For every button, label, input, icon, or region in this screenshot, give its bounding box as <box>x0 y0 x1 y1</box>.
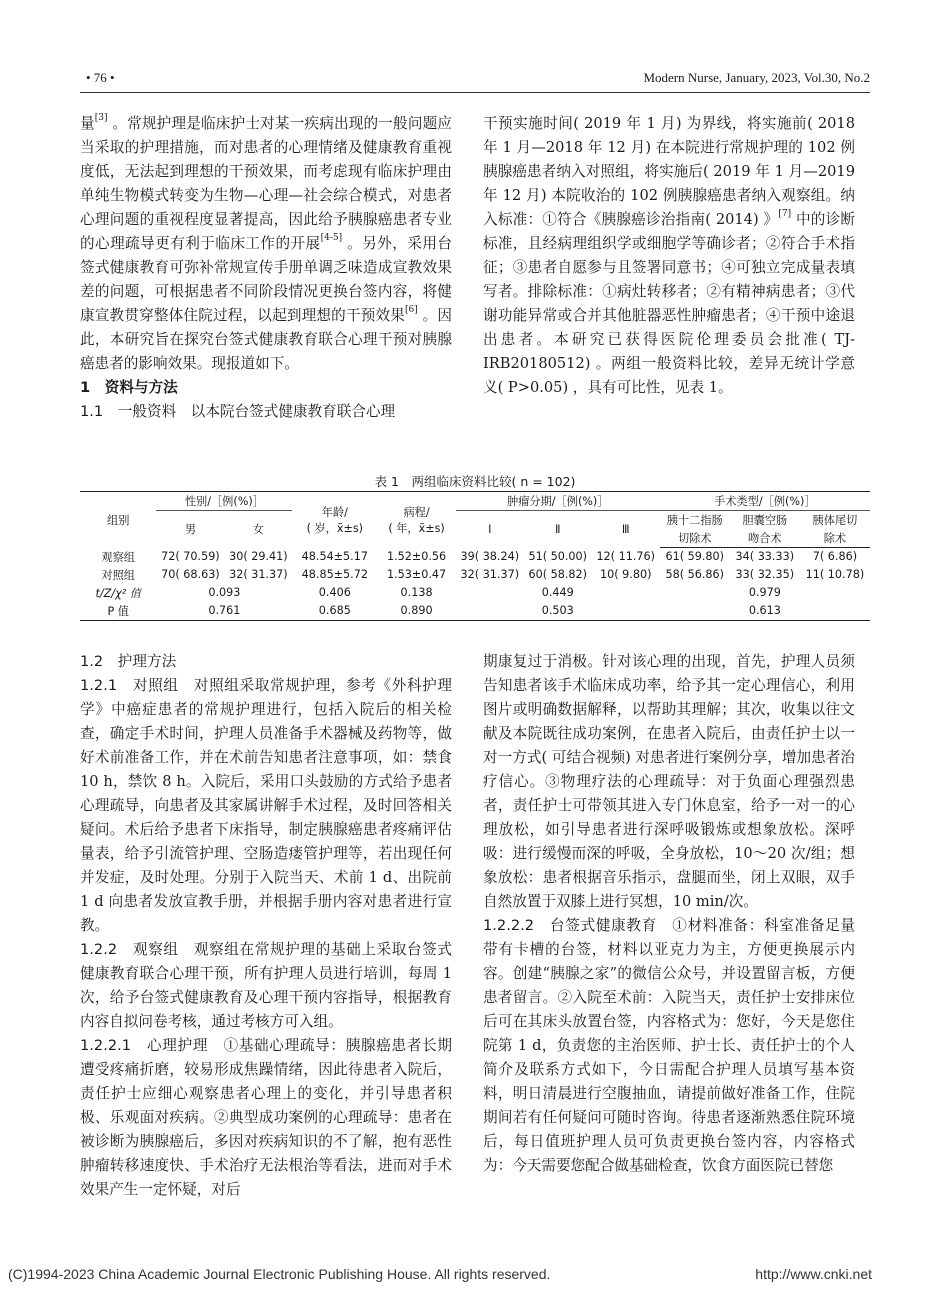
left-column-lower <box>80 650 452 1202</box>
page-number: • 76 • <box>86 70 115 85</box>
control-group-paragraph: 1.2.1 对照组 对照组采取常规护理，参考《外科护理学》中癌症患者的常规护理进行，包括入院后的相关检查，确定手术时间，护理人员准备手术器械及药物等，做好术前准备工作，并在术前告知患者注意事项，如：禁食 10 h，禁饮 8 h。入院后，采用口头鼓励的方式给予患者心理疏导，向患者及其家属讲解手术过程，及时回答相关疑问。术后给予患者下床指导，制定胰腺癌患者疼痛评估量表，给予引流管护理、空肠造瘘管护理等，若出现任何并发症，及时处理。分别于入院当天、术前 1 d、出院前 1 d 向患者发放宣教手册，并根据手册内容对患者进行宣教。 <box>80 677 452 934</box>
section-heading-1-2: 1.2 护理方法 <box>80 653 177 670</box>
col-gender: 性别/［例(%)］ <box>156 492 292 511</box>
journal-citation: Modern Nurse, January, 2023, Vol.30, No.2 <box>643 70 870 85</box>
right-column-lower <box>483 650 855 1178</box>
table-row: 对照组 70( 68.63) 32( 31.37) 48.85±5.72 1.53±0.47 32( 31.37) 60( 58.82) 10( 9.80) 58( 56.86) 33( 32.35) 11( 10.78) <box>101 568 865 582</box>
col-stage-3: Ⅲ <box>621 522 630 536</box>
col-op2-a: 胆囊空肠 <box>742 514 788 527</box>
col-group: 组别 <box>80 492 156 548</box>
observation-group-paragraph: 1.2.2 观察组 观察组在常规护理的基础上采取台签式健康教育联合心理干预，所有护理人员进行培训，每周 1 次，给予台签式健康教育及心理干预内容指导，根据教育内容自拟问卷考核，通过考核方可入组。 <box>80 941 452 1030</box>
health-education-paragraph: 1.2.2.2 台签式健康教育 ①材料准备：科室准备足量带有卡槽的台签，材料以亚克力为主，方便更换展示内容。创建“胰腺之家”的微信公众号，并设置留言板，方便患者留言。②入院至术前：入院当天，责任护士安排床位后可在其床头放置台签，内容格式为：您好，今天是您住院第 1 d，负责您的主治医师、护士长、责任护士的个人简介及联系方式如下，今日需配合护理人员填写基本资料，明日清晨进行空腹抽血，请提前做好准备工作，住院期间若有任何疑问可随时咨询。待患者逐渐熟悉住院环境后，每日值班护理人员可负责更换台签内容，内容格式为：今天需要您配合做基础检查，饮食方面医院已替您 <box>483 917 855 1174</box>
col-age: 年龄/ ( 岁，x̄±s) <box>292 492 377 548</box>
col-op3-a: 胰体尾切 <box>812 514 858 527</box>
clinical-data-table <box>80 491 870 621</box>
col-op1-a: 胰十二指肠 <box>666 514 723 527</box>
col-surgery: 手术类型/［例(%)］ <box>660 492 870 511</box>
intro-paragraph: 量[3] 。常规护理是临床护士对某一疾病出现的一般问题应当采取的护理措施，而对患者的心理情绪及健康教育重视度低，无法起到理想的干预效果，而考虑现有临床护理由单纯生物模式转变为生物—心理—社会综合模式，对患者心理问题的重视程度显著提高，因此给予胰腺癌患者专业的心理疏导更有利于临床工作的开展[4-5] 。另外，采用台签式健康教育可弥补常规宣传手册单调乏味造成宣教效果差的问题，可根据患者不同阶段情况更换台签内容，将健康宣教贯穿整体住院过程，以起到理想的干预效果[6] 。因此，本研究旨在探究台签式健康教育联合心理干预对胰腺癌患者的影响效果。现报道如下。 <box>80 113 452 372</box>
table-row: 观察组 72( 70.59) 30( 29.41) 48.54±5.17 1.52±0.56 39( 38.24) 51( 50.00) 12( 11.76) 61( 59.80) 34( 33.33) 7( 6.86) <box>101 550 858 564</box>
left-column-top <box>80 112 452 424</box>
col-op1-b: 切除术 <box>660 529 730 548</box>
copyright-notice: (C)1994-2023 China Academic Journal Electronic Publishing House. All rights reserved. <box>8 1266 551 1282</box>
col-female: 女 <box>252 523 264 537</box>
cnki-link[interactable]: http://www.cnki.net <box>755 1266 872 1282</box>
table-row-stat: t/Z/χ² 值 0.093 0.406 0.138 0.449 0.979 <box>95 586 781 600</box>
col-stage-2: Ⅱ <box>555 522 561 536</box>
table-caption: 表 1 两组临床资料比较( n = 102) <box>374 474 576 489</box>
running-header <box>80 70 870 88</box>
psych-care-continued: 期康复过于消极。针对该心理的出现，首先，护理人员须告知患者该手术临床成功率，给予其一定心理信心，利用图片或明确数据解释，以帮助其理解；其次，收集以往文献及本院既往成功案例，在患者入院后，由责任护士以一对一方式( 可结合视频) 对患者进行案例分享，增加患者治疗信心。③物理疗法的心理疏导：对于负面心理强烈患者，责任护士可带领其进入专门休息室，给予一对一的心理放松，如引导患者进行深呼吸锻炼或想象放松。深呼吸：进行缓慢而深的呼吸，全身放松，10～20 次/组；想象放松：患者根据音乐指示，盘腿而坐，闭上双眼，双手自然放置于双膝上进行冥想，10 min/次。 <box>483 653 855 910</box>
section-heading-1: 1 资料与方法 <box>80 379 178 396</box>
psych-care-paragraph: 1.2.2.1 心理护理 ①基础心理疏导：胰腺癌患者长期遭受疼痛折磨，较易形成焦躁情绪，因此待患者入院后，责任护士应细心观察患者心理上的变化，并引导患者积极、乐观面对疾病。②典型成功案例的心理疏导：患者在被诊断为胰腺癌后，多因对疾病知识的不了解，抱有恶性肿瘤转移速度快、手术治疗无法根治等看法，进而对手术效果产生一定怀疑，对后 <box>80 1037 452 1198</box>
col-male: 男 <box>184 523 197 537</box>
col-course: 病程/ ( 年，x̄±s) <box>377 492 456 548</box>
col-stage-1: Ⅰ <box>488 522 492 536</box>
right-column-top <box>483 112 855 400</box>
col-op2-b: 吻合术 <box>730 529 800 548</box>
header-rule <box>80 92 870 93</box>
section-1-1-paragraph: 1.1 一般资料 以本院台签式健康教育联合心理 <box>80 403 396 420</box>
general-data-paragraph: 干预实施时间( 2019 年 1 月) 为界线，将实施前( 2018 年 1 月—2018 年 12 月) 在本院进行常规护理的 102 例胰腺癌患者纳入对照组，将实施后( 2019 年 1 月—2019 年 12 月) 本院收治的 102 例胰腺癌患者纳入观察组。纳入标准：①符合《胰腺癌诊治指南( 2014) 》[7] 中的诊断标准，且经病理组织学或细胞学等确诊者；②符合手术指征；③患者自愿参与且签署同意书；④可独立完成量表填写者。排除标准：①病灶转移者；②有精神病患者；③代谢功能异常或合并其他脏器恶性肿瘤患者；④干预中途退出患者。本研究已获得医院伦理委员会批准( TJ-IRB20180512) 。两组一般资料比较，差异无统计学意义( P>0.05) ，具有可比性，见表 1。 <box>483 115 856 396</box>
table-row-p: P 值 0.761 0.685 0.890 0.503 0.613 <box>80 602 870 621</box>
col-stage: 肿瘤分期/［例(%)］ <box>456 492 660 511</box>
footer <box>8 1266 942 1288</box>
col-op3-b: 除术 <box>800 529 870 548</box>
